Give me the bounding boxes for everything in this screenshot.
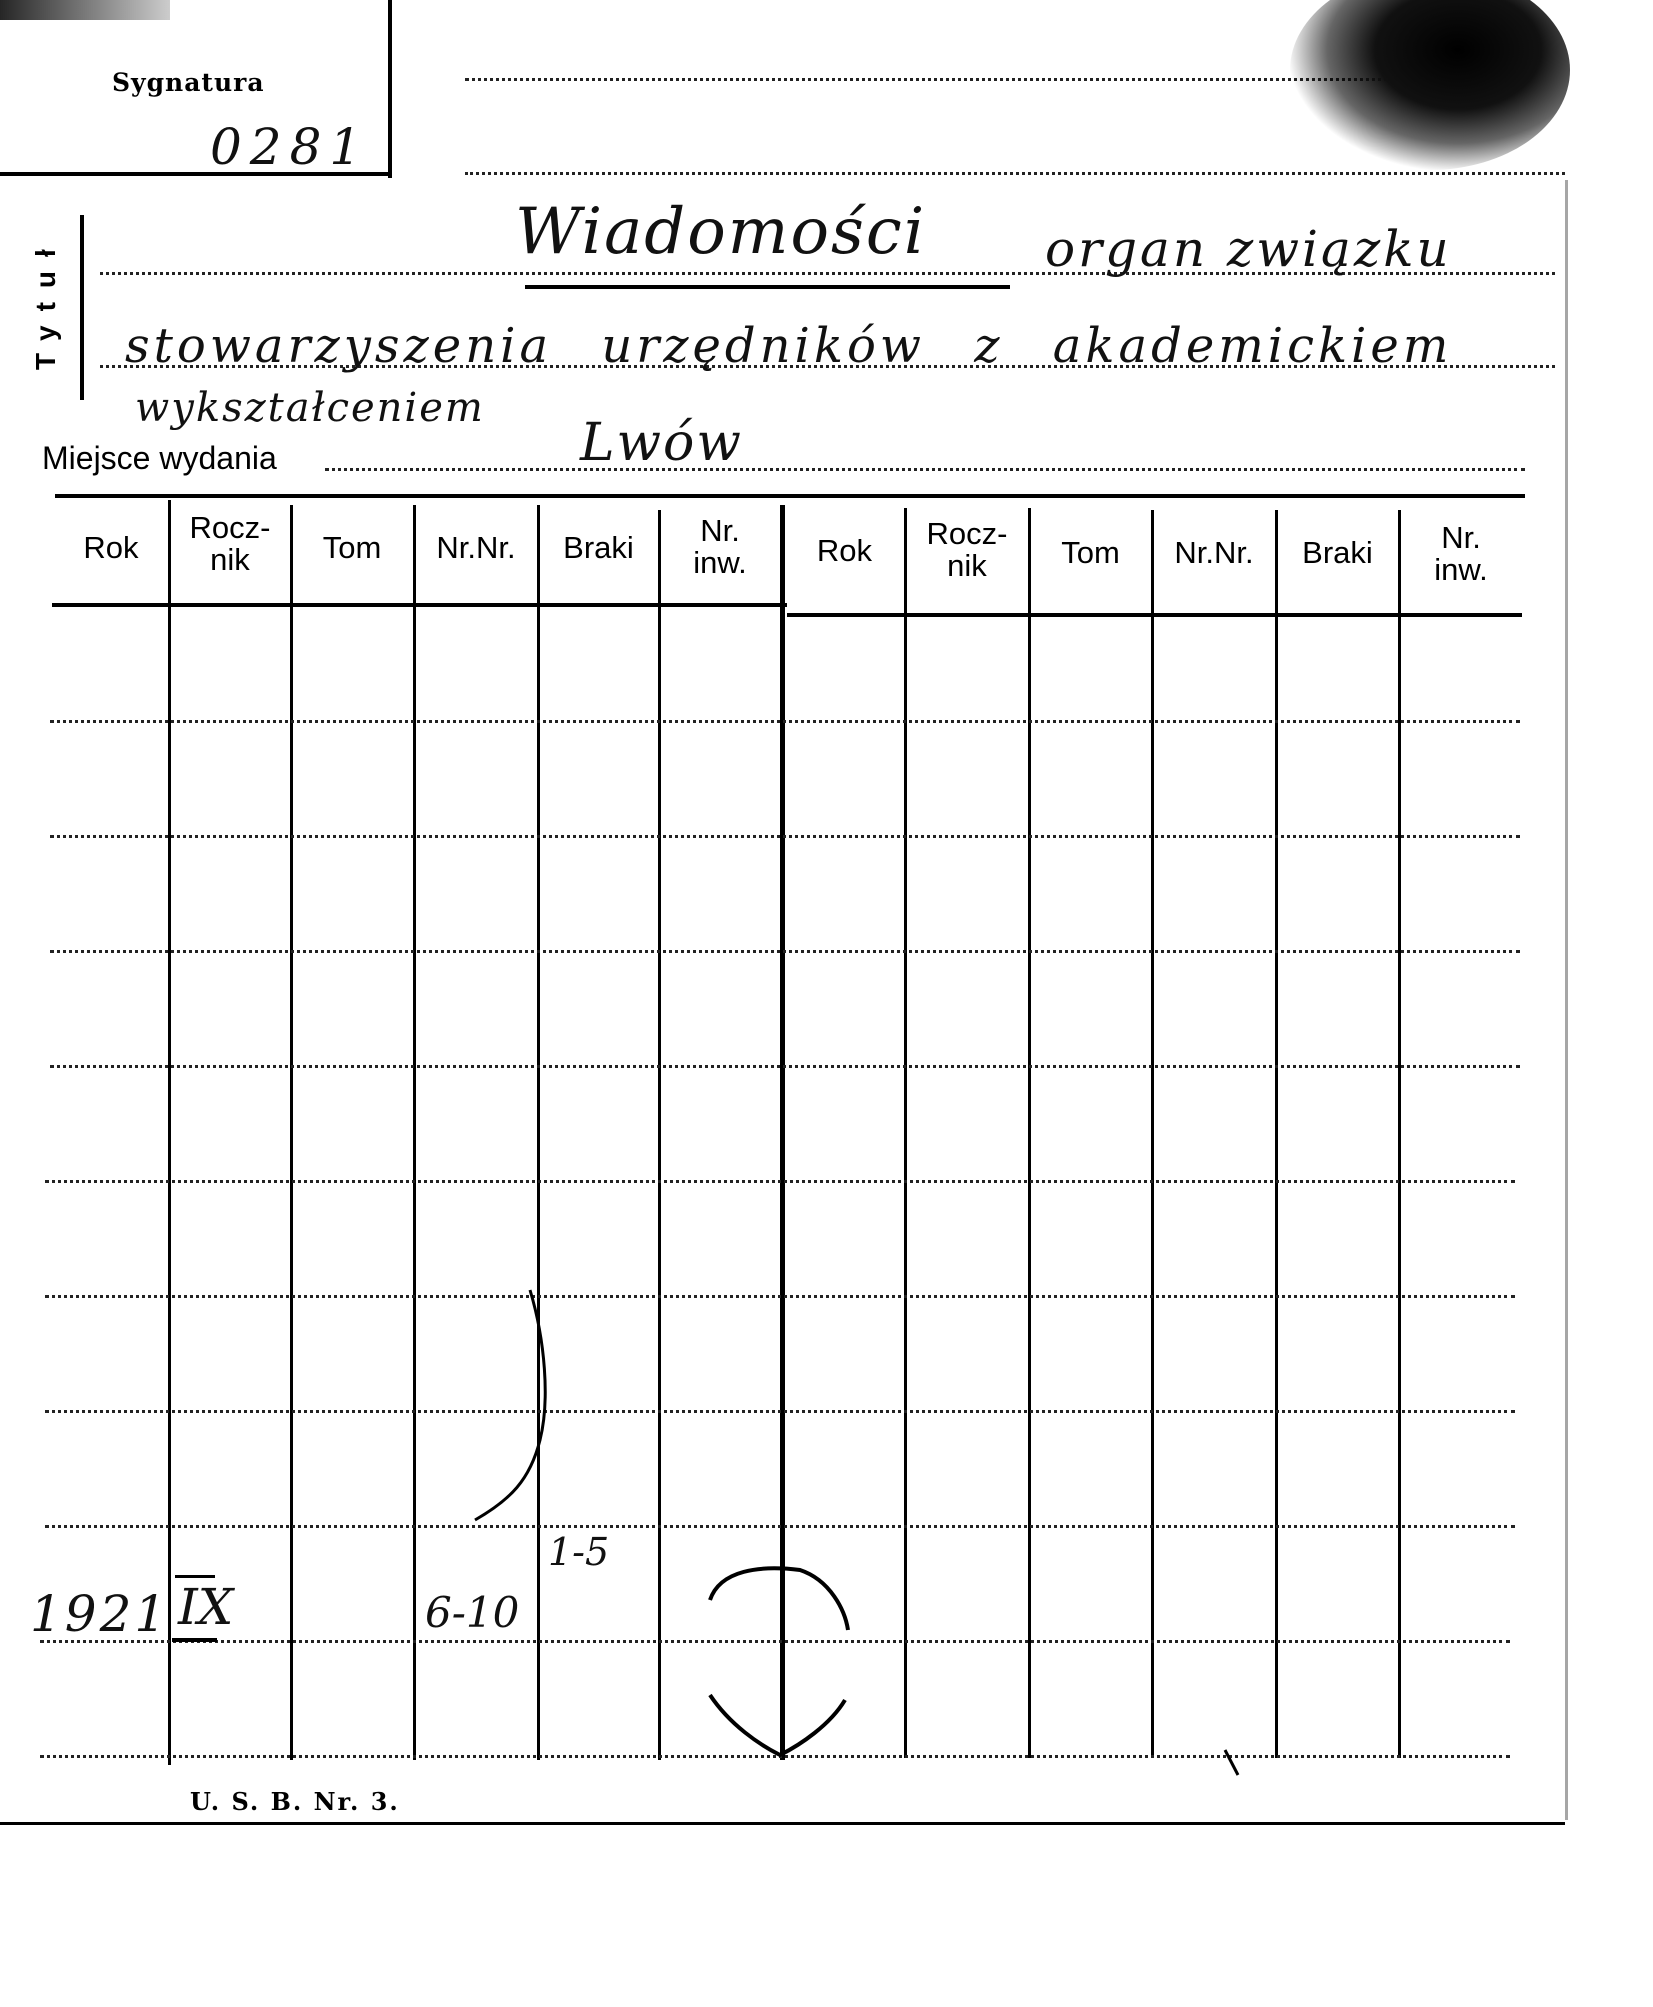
entry-rok: 1921 bbox=[30, 1585, 170, 1643]
title-line-2: stowarzyszenia urzędników z akademickiem bbox=[125, 318, 1453, 374]
title-main: Wiadomości bbox=[515, 195, 927, 269]
entry-rocznik: IX bbox=[178, 1578, 234, 1636]
col-header-rok-right: Rok bbox=[816, 533, 873, 568]
signature-value: 0281 bbox=[210, 118, 370, 176]
col-header-nrinw-right: Nr. inw. bbox=[1434, 520, 1488, 587]
card-right-edge bbox=[1565, 180, 1568, 1820]
col-header-nrnr-right: Nr.Nr. bbox=[1174, 535, 1254, 570]
footer-text: U. S. B. Nr. 3. bbox=[190, 1787, 400, 1816]
entry-nrnr: 6-10 bbox=[425, 1588, 520, 1637]
col-header-nrnr-left: Nr.Nr. bbox=[436, 530, 516, 565]
card-bottom-line bbox=[0, 1822, 1565, 1825]
col-header-braki-left: Braki bbox=[563, 530, 634, 565]
col-header-rocznik-right: Rocz- nik bbox=[926, 516, 1008, 583]
col-header-tom-right: Tom bbox=[1061, 535, 1120, 570]
title-label: Tytuł bbox=[30, 235, 61, 370]
title-line-1-rest: organ związku bbox=[1045, 220, 1452, 278]
col-header-rok-left: Rok bbox=[83, 530, 139, 565]
signature-label: Sygnatura bbox=[112, 68, 265, 97]
col-header-rocznik-left: Rocz- nik bbox=[189, 510, 271, 577]
col-header-nrinw-left: Nr. inw. bbox=[693, 513, 747, 580]
title-line-3: wykształceniem bbox=[135, 385, 485, 431]
entry-braki: 1-5 bbox=[548, 1530, 610, 1574]
col-header-tom-left: Tom bbox=[322, 530, 382, 565]
col-header-braki-right: Braki bbox=[1302, 535, 1373, 570]
place-value: Lwów bbox=[580, 413, 743, 473]
place-label: Miejsce wydania bbox=[42, 440, 277, 476]
